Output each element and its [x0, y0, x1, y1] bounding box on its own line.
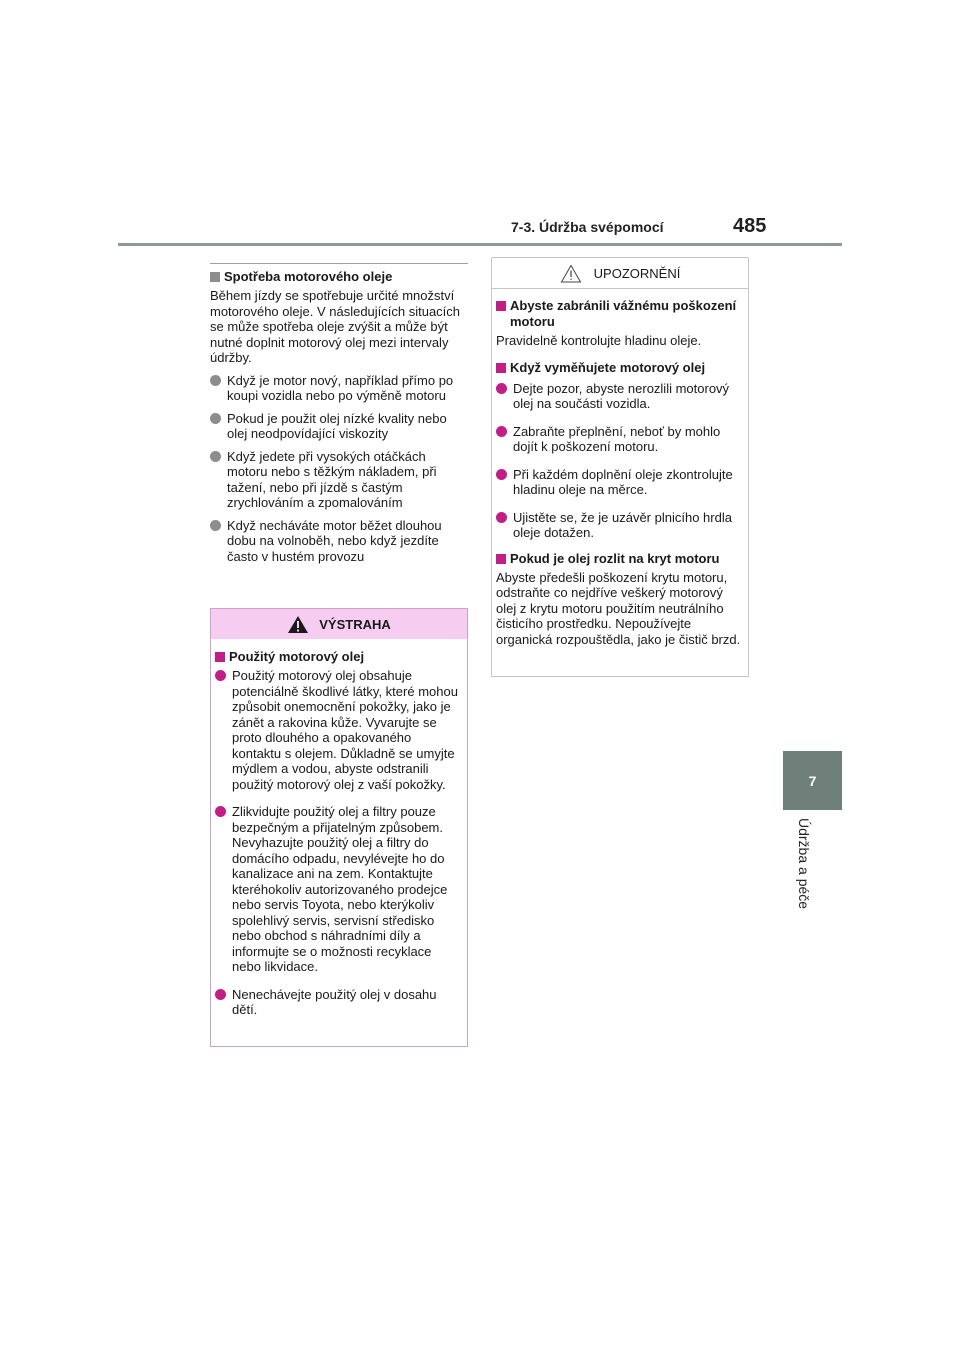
list-item: Ujistěte se, že je uzávěr plnicího hrdla oleje dotažen.: [496, 510, 742, 541]
caution-triangle-icon: [560, 264, 582, 283]
circle-bullet-icon: [496, 469, 507, 480]
list-item: Zlikvidujte použitý olej a filtry pouze bezpečným a přijatelným způsobem. Nevyhazujte použitý olej a filtry do domácího odpadu, nevylévejte ho do kanalizace ani na zem. Kontaktujte kteréhokoliv autorizovaného prodejce nebo servis Toyota, nebo kterýkoliv spolehlivý servis, servisní středisko nebo obchod s náhradními díly a informujte se o možnosti recyklace nebo likvidace.: [215, 804, 461, 975]
caution-title: UPOZORNĚNÍ: [593, 265, 681, 281]
square-bullet-icon: [496, 301, 506, 311]
chapter-tab[interactable]: 7: [783, 751, 842, 810]
circle-bullet-icon: [210, 451, 221, 462]
section-title: 7-3. Údržba svépomocí: [511, 219, 664, 235]
circle-bullet-icon: [215, 806, 226, 817]
warning-title: VÝSTRAHA: [319, 616, 391, 632]
circle-bullet-icon: [496, 383, 507, 394]
caution-paragraph-3: Abyste předešli poškození krytu motoru, odstraňte co nejdříve veškerý motorový olej z krytu motoru použitím neutrálního čisticího prostředku. Nepoužívejte organická rozpouštědla, jako je čistič brzd.: [496, 569, 741, 647]
caution-heading-1: Abyste zabránili vážnému poškození motoru: [496, 298, 742, 330]
caution-body: [492, 289, 748, 647]
list-item: Použitý motorový olej obsahuje potenciálně škodlivé látky, které mohou způsobit onemocnění pokožky, jako je zánět a rakovina kůže. Vyvarujte se proto dlouhého a opakovaného kontaktu s olejem. Důkladně se umyjte mýdlem a vodou, abyste odstranili použitý motorový olej z vaší pokožky.: [215, 668, 461, 792]
list-item: Když je motor nový, například přímo po koupi vozidla nebo po výměně motoru: [210, 373, 468, 404]
header-rule: [118, 243, 842, 246]
list-item: Dejte pozor, abyste nerozlili motorový olej na součásti vozidla.: [496, 381, 742, 412]
circle-bullet-icon: [210, 520, 221, 531]
circle-bullet-icon: [496, 512, 507, 523]
list-item: Při každém doplnění oleje zkontrolujte hladinu oleje na měrce.: [496, 467, 742, 498]
square-bullet-icon: [496, 554, 506, 564]
circle-bullet-icon: [496, 426, 507, 437]
caution-box: [491, 257, 749, 677]
intro-paragraph: Během jízdy se spotřebuje určité množství motorového oleje. V následujících situacích se může spotřeba oleje zvýšit a může být nutné doplnit motorový olej mezi intervaly údržby.: [210, 288, 461, 365]
warning-triangle-icon: [287, 615, 309, 634]
circle-bullet-icon: [210, 413, 221, 424]
section-heading: Spotřeba motorového oleje: [210, 269, 468, 285]
list-item: Pokud je použit olej nízké kvality nebo olej neodpovídající viskozity: [210, 411, 468, 442]
chapter-tab-label: Údržba a péče: [796, 818, 812, 910]
caution-header: [492, 258, 748, 289]
warning-body: [211, 639, 467, 1018]
caution-heading-2: Když vyměňujete motorový olej: [496, 360, 742, 376]
warning-header: [211, 609, 467, 639]
circle-bullet-icon: [215, 670, 226, 681]
square-bullet-icon: [496, 363, 506, 373]
caution-paragraph-1: Pravidelně kontrolujte hladinu oleje.: [496, 333, 702, 348]
warning-box: [210, 608, 468, 1047]
circle-bullet-icon: [210, 375, 221, 386]
left-column: [210, 263, 468, 571]
section-rule: [210, 263, 468, 264]
page-number: 485: [733, 215, 767, 237]
list-item: Zabraňte přeplnění, neboť by mohlo dojít k poškození motoru.: [496, 424, 742, 455]
warning-heading: Použitý motorový olej: [215, 649, 461, 665]
list-item: Nenechávejte použitý olej v dosahu dětí.: [215, 987, 461, 1018]
list-item: Když jedete při vysokých otáčkách motoru nebo s těžkým nákladem, při tažení, nebo při jízdě s častým zrychlováním a zpomalováním: [210, 449, 468, 511]
caution-heading-3: Pokud je olej rozlit na kryt motoru: [496, 551, 742, 567]
square-bullet-icon: [210, 272, 220, 282]
circle-bullet-icon: [215, 989, 226, 1000]
list-item: Když necháváte motor běžet dlouhou dobu na volnoběh, nebo když jezdíte často v hustém provozu: [210, 518, 468, 565]
square-bullet-icon: [215, 652, 225, 662]
